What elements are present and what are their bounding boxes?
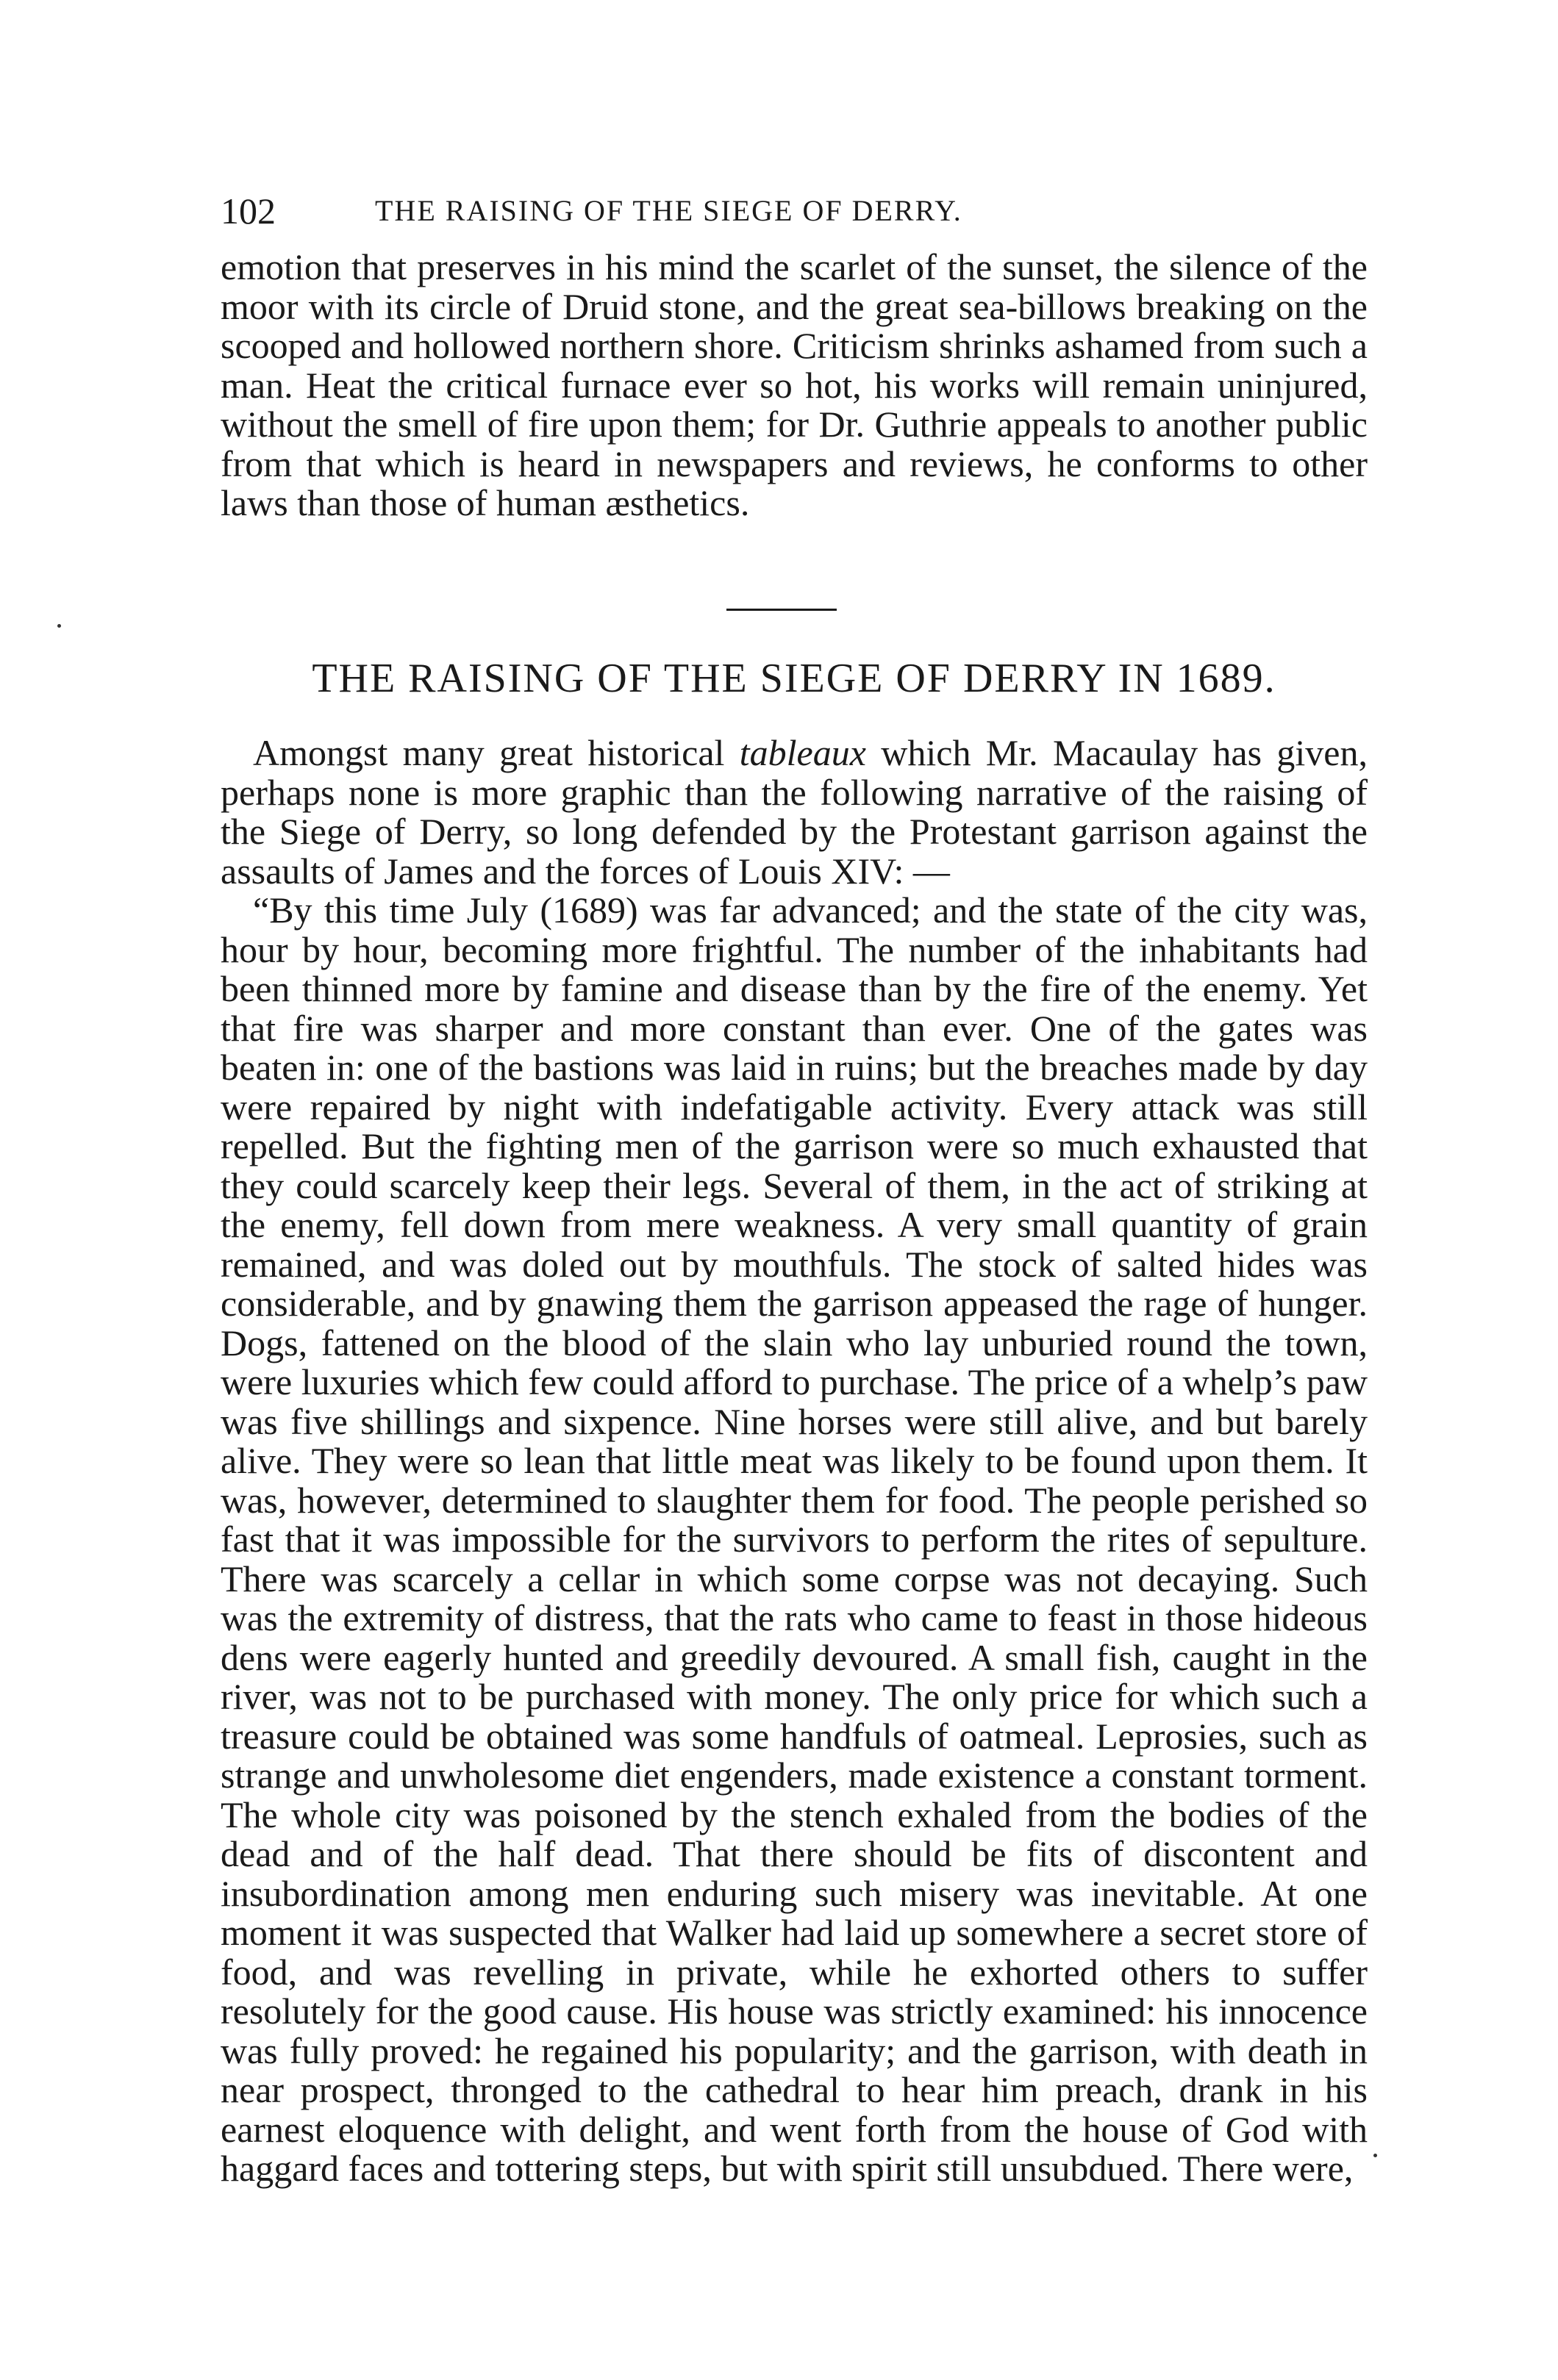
running-head: THE RAISING OF THE SIEGE OF DERRY.: [375, 194, 962, 227]
page-header: [221, 185, 1368, 237]
article-intro-paragraph: [221, 734, 1368, 891]
print-speck: [1373, 2154, 1377, 2157]
print-speck: [57, 624, 61, 628]
previous-article-ending: emotion that preserves in his mind the scarlet of the sunset, the silence of the moor with its circle of Druid stone, and the great sea-billows breaking on the scooped and hollowed northern shore. Criticism shrinks ashamed from such a man. Heat the critical furnace ever so hot, his works will remain uninjured, without the smell of fire upon them; for Dr. Guthrie appeals to another public from that which is heard in newspapers and reviews, he conforms to other laws than those of human æsthetics.: [221, 246, 1368, 523]
section-divider: [726, 609, 837, 611]
intro-italic-term: tableaux: [739, 732, 866, 773]
article-title: THE RAISING OF THE SIEGE OF DERRY IN 1689.: [312, 656, 1276, 701]
intro-text-start: Amongst many great historical: [253, 732, 740, 773]
page-number: 102: [221, 190, 276, 232]
quoted-narrative: “By this time July (1689) was far advanced; and the state of the city was, hour by hour, becoming more frightful. The number of the inhabitants had been thinned more by famine and disease than by the fire of the enemy. Yet that fire was sharper and more constant than ever. One of the gates was beaten in: one of the bastions was laid in ruins; but the breaches made by day were repaired by night with indefatigable activity. Every attack was still repelled. But the fighting men of the garrison were so much exhausted that they could scarcely keep their legs. Several of them, in the act of striking at the enemy, fell down from mere weakness. A very small quantity of grain remained, and was doled out by mouthfuls. The stock of salted hides was considerable, and by gnawing them the garrison appeased the rage of hunger. Dogs, fattened on the blood of the slain who lay unburied round the town, were luxuries which few could afford to purchase. The price of a whelp’s paw was five shillings and sixpence. Nine horses were still alive, and but barely alive. They were so lean that little meat was likely to be found upon them. It was, however, determined to slaughter them for food. The people perished so fast that it was impossible for the survivors to perform the rites of sepulture. There was scarcely a cellar in which some corpse was not decaying. Such was the extremity of distress, that the rats who came to feast in those hideous dens were eagerly hunted and greedily devoured. A small fish, caught in the river, was not to be purchased with money. The only price for which such a treasure could be obtained was some handfuls of oatmeal. Leprosies, such as strange and unwholesome diet engenders, made existence a constant torment. The whole city was poisoned by the stench exhaled from the bodies of the dead and of the half dead. That there should be fits of discontent and insubordination among men enduring such misery was inevitable. At one moment it was suspected that Walker had laid up somewhere a secret store of food, and was revelling in private, while he exhorted others to suffer resolutely for the good cause. His house was strictly examined: his innocence was fully proved: he regained his popularity; and the garrison, with death in near prospect, thronged to the cathedral to hear him preach, drank in his earnest eloquence with delight, and went forth from the house of God with haggard faces and tottering steps, but with spirit still unsubdued. There were,: [221, 889, 1368, 2189]
intro-text-end: which Mr. Macaulay has given, perhaps none is more graphic than the following narrative of the raising of the Siege of Derry, so long defended by the Protestant garrison against the assaults of James and the forces of Louis XIV: —: [221, 732, 1368, 892]
